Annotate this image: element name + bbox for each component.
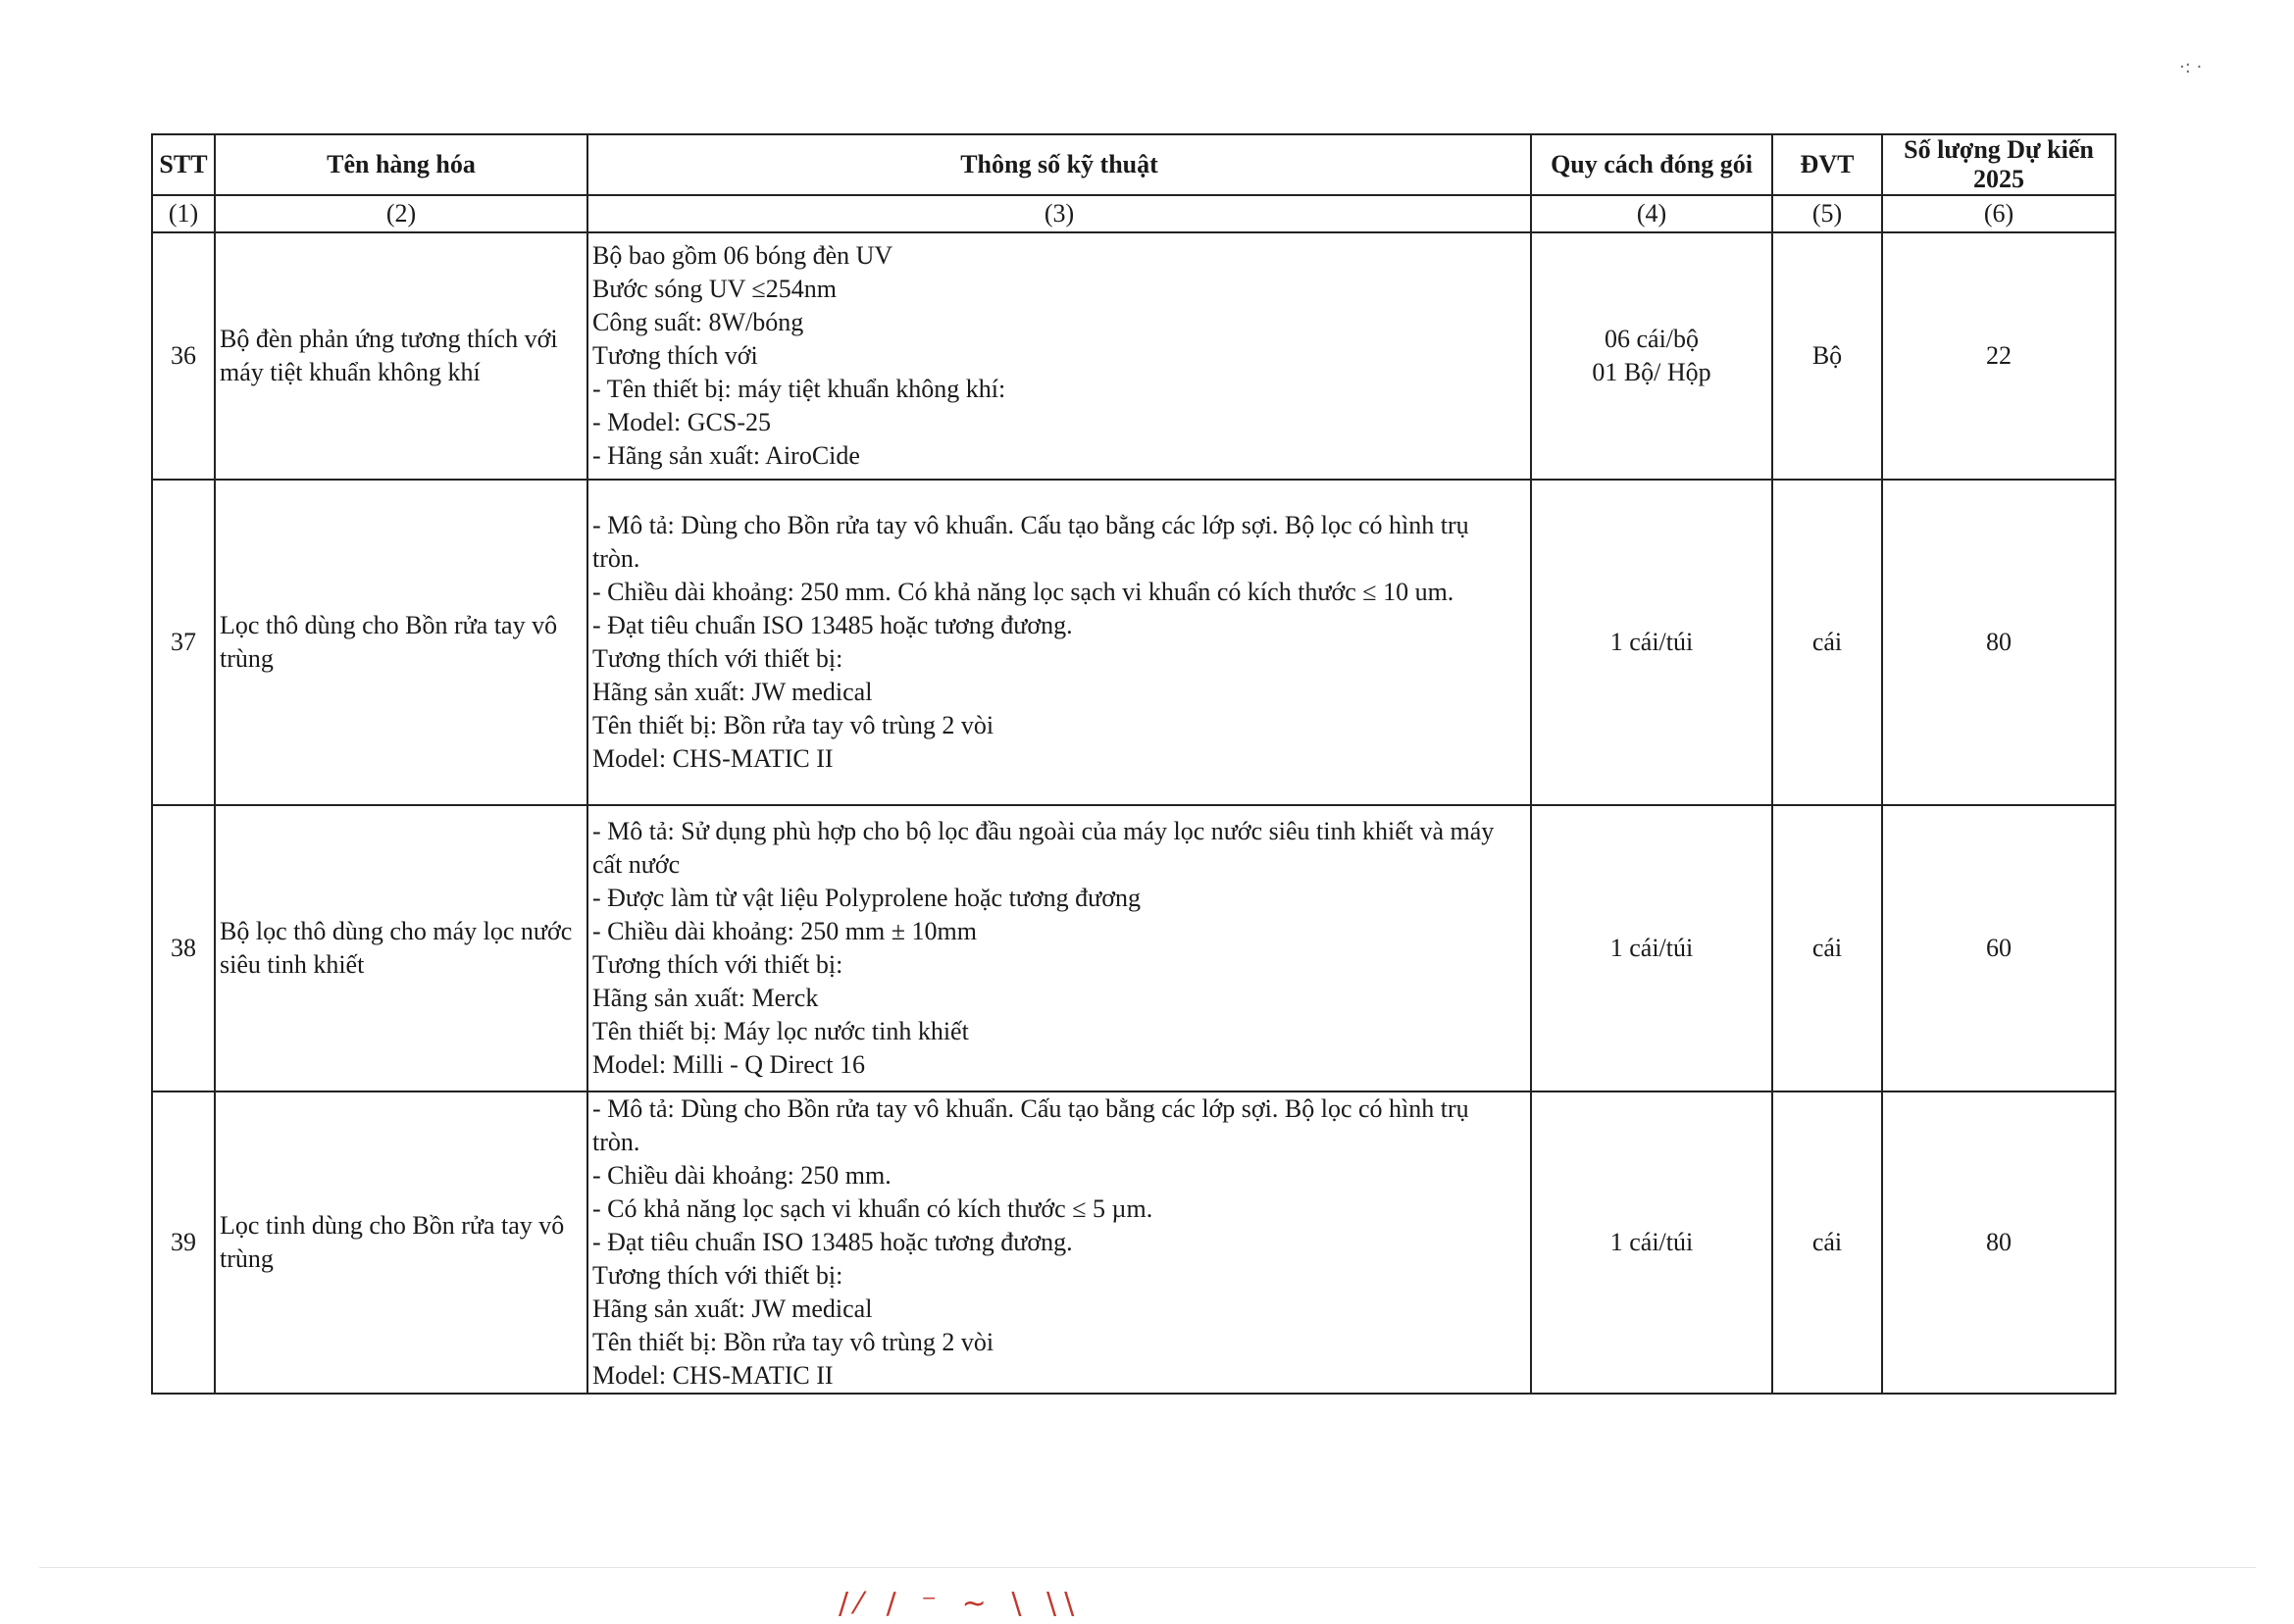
row-qty: 80 <box>1882 480 2116 805</box>
pack-line: 01 Bộ/ Hộp <box>1592 358 1711 386</box>
row-spec <box>587 805 1531 1091</box>
spec-line: - Tên thiết bị: máy tiệt khuẩn không khí: <box>592 375 1006 403</box>
table-row <box>152 1091 2116 1394</box>
spec-line: Công suất: 8W/bóng <box>592 308 804 336</box>
row-pack <box>1531 232 1772 480</box>
footer-divider <box>39 1567 2256 1568</box>
spec-line: Tương thích với <box>592 341 758 370</box>
spec-line: Model: CHS-MATIC II <box>592 744 834 773</box>
spec-line: Tương thích với thiết bị: <box>592 950 843 979</box>
row-spec <box>587 232 1531 480</box>
spec-line: Hãng sản xuất: JW medical <box>592 678 873 706</box>
header-pack: Quy cách đóng gói <box>1531 134 1772 195</box>
column-index-row <box>152 195 2116 232</box>
row-unit: Bộ <box>1772 232 1882 480</box>
row-name: Lọc thô dùng cho Bồn rửa tay vô trùng <box>215 480 587 805</box>
scan-corner-mark: ·: · <box>2179 57 2203 77</box>
row-spec <box>587 480 1531 805</box>
header-spec: Thông số kỹ thuật <box>587 134 1531 195</box>
spec-line: cất nước <box>592 850 681 879</box>
column-index: (3) <box>587 195 1531 232</box>
spec-line: Tên thiết bị: Bồn rửa tay vô trùng 2 vòi <box>592 1328 994 1356</box>
spec-line: Model: CHS-MATIC II <box>592 1361 834 1390</box>
spec-line: Tên thiết bị: Máy lọc nước tinh khiết <box>592 1017 969 1045</box>
pack-line: 1 cái/túi <box>1609 628 1694 656</box>
spec-line: Bước sóng UV ≤254nm <box>592 275 837 303</box>
spec-line: - Chiều dài khoảng: 250 mm. <box>592 1161 892 1190</box>
table-row <box>152 232 2116 480</box>
spec-line: - Đạt tiêu chuẩn ISO 13485 hoặc tương đương. <box>592 611 1073 639</box>
pack-line: 06 cái/bộ <box>1604 325 1700 353</box>
spec-line: - Mô tả: Sử dụng phù hợp cho bộ lọc đầu ngoài của máy lọc nước siêu tinh khiết và máy <box>592 817 1495 845</box>
spec-line: Tên thiết bị: Bồn rửa tay vô trùng 2 vòi <box>592 711 994 739</box>
row-unit: cái <box>1772 805 1882 1091</box>
row-unit: cái <box>1772 1091 1882 1394</box>
row-spec <box>587 1091 1531 1394</box>
spec-line: Bộ bao gồm 06 bóng đèn UV <box>592 241 893 270</box>
row-stt: 38 <box>152 805 215 1091</box>
pack-line: 1 cái/túi <box>1609 1228 1694 1256</box>
spec-line: - Có khả năng lọc sạch vi khuẩn có kích thước ≤ 5 µm. <box>592 1194 1153 1223</box>
row-qty: 22 <box>1882 232 2116 480</box>
spec-line: - Chiều dài khoảng: 250 mm ± 10mm <box>592 917 977 945</box>
row-name: Bộ đèn phản ứng tương thích với máy tiệt khuẩn không khí <box>215 232 587 480</box>
column-index: (2) <box>215 195 587 232</box>
spec-line: Hãng sản xuất: JW medical <box>592 1294 873 1323</box>
row-name: Lọc tinh dùng cho Bồn rửa tay vô trùng <box>215 1091 587 1394</box>
spec-line: - Chiều dài khoảng: 250 mm. Có khả năng lọc sạch vi khuẩn có kích thước ≤ 10 um. <box>592 578 1454 606</box>
spec-line: - Hãng sản xuất: AiroCide <box>592 441 860 470</box>
row-qty: 60 <box>1882 805 2116 1091</box>
row-name: Bộ lọc thô dùng cho máy lọc nước siêu tinh khiết <box>215 805 587 1091</box>
spec-line: - Đạt tiêu chuẩn ISO 13485 hoặc tương đương. <box>592 1228 1073 1256</box>
spec-line: tròn. <box>592 1128 640 1156</box>
header-qty: Số lượng Dự kiến 2025 <box>1882 134 2116 195</box>
column-index: (5) <box>1772 195 1882 232</box>
spec-line: Model: Milli - Q Direct 16 <box>592 1050 866 1079</box>
table-row <box>152 805 2116 1091</box>
row-pack <box>1531 1091 1772 1394</box>
row-pack <box>1531 480 1772 805</box>
row-unit: cái <box>1772 480 1882 805</box>
header-row <box>152 134 2116 195</box>
spec-line: - Mô tả: Dùng cho Bồn rửa tay vô khuẩn. Cấu tạo bằng các lớp sợi. Bộ lọc có hình trụ <box>592 1094 1469 1123</box>
spec-table <box>151 133 2116 1395</box>
spec-line: Tương thích với thiết bị: <box>592 644 843 673</box>
row-stt: 37 <box>152 480 215 805</box>
spec-line: tròn. <box>592 544 640 573</box>
spec-line: - Model: GCS-25 <box>592 408 771 436</box>
header-stt: STT <box>152 134 215 195</box>
row-pack <box>1531 805 1772 1091</box>
spec-line: Hãng sản xuất: Merck <box>592 984 819 1012</box>
row-qty: 80 <box>1882 1091 2116 1394</box>
spec-line: - Mô tả: Dùng cho Bồn rửa tay vô khuẩn. Cấu tạo bằng các lớp sợi. Bộ lọc có hình trụ <box>592 511 1469 539</box>
table-row <box>152 480 2116 805</box>
row-stt: 36 <box>152 232 215 480</box>
column-index: (1) <box>152 195 215 232</box>
column-index: (6) <box>1882 195 2116 232</box>
footer-stamp-mark: /⁄ ∕ ⁻ ~ \ \\ <box>839 1587 1083 1621</box>
spec-line: - Được làm từ vật liệu Polyprolene hoặc tương đương <box>592 884 1141 912</box>
pack-line: 1 cái/túi <box>1609 934 1694 962</box>
column-index: (4) <box>1531 195 1772 232</box>
row-stt: 39 <box>152 1091 215 1394</box>
header-name: Tên hàng hóa <box>215 134 587 195</box>
spec-line: Tương thích với thiết bị: <box>592 1261 843 1290</box>
header-unit: ĐVT <box>1772 134 1882 195</box>
